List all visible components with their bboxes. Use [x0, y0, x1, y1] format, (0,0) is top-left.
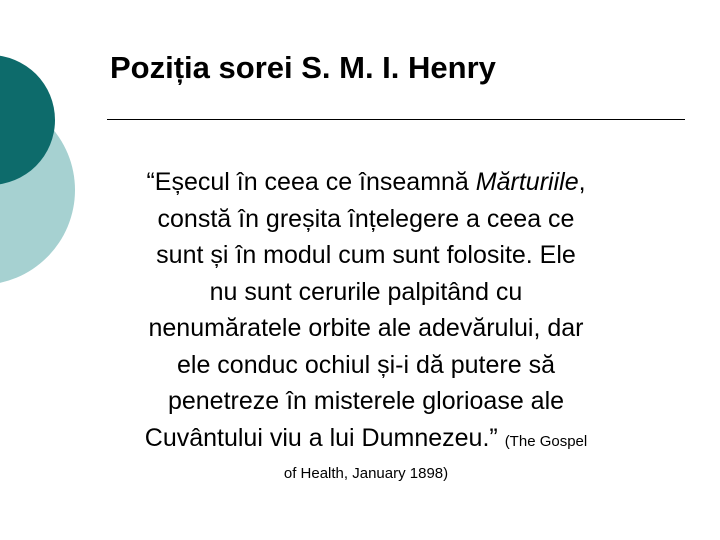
- slide-title: Poziția sorei S. M. I. Henry: [110, 50, 496, 85]
- quote-line-4: nu sunt cerurile palpitând cu: [209, 277, 523, 306]
- title-divider: [107, 119, 685, 120]
- citation-end: of Health, January 1898): [283, 465, 449, 482]
- quote-line-1: “Eșecul în ceea ce înseamnă Mărturiile,: [146, 168, 586, 196]
- quote-line-2: constă în greșita înțelegere a ceea ce: [157, 204, 575, 233]
- quote-line-6: ele conduc ochiul și-i dă putere să: [176, 350, 555, 379]
- quote-emphasis: Mărturiile: [475, 168, 579, 196]
- quote-line-3: sunt și în modul cum sunt folosite. Ele: [156, 241, 576, 269]
- citation-start: (The Gospel: [504, 432, 588, 450]
- quote-line-5: nenumăratele orbite ale adevărului, dar: [148, 314, 584, 342]
- quote-block: [76, 164, 656, 484]
- quote-line-8: Cuvântului viu a lui Dumnezeu.” (The Gospel: [144, 423, 588, 452]
- quote-line-7: penetreze în misterele glorioase ale: [167, 387, 565, 415]
